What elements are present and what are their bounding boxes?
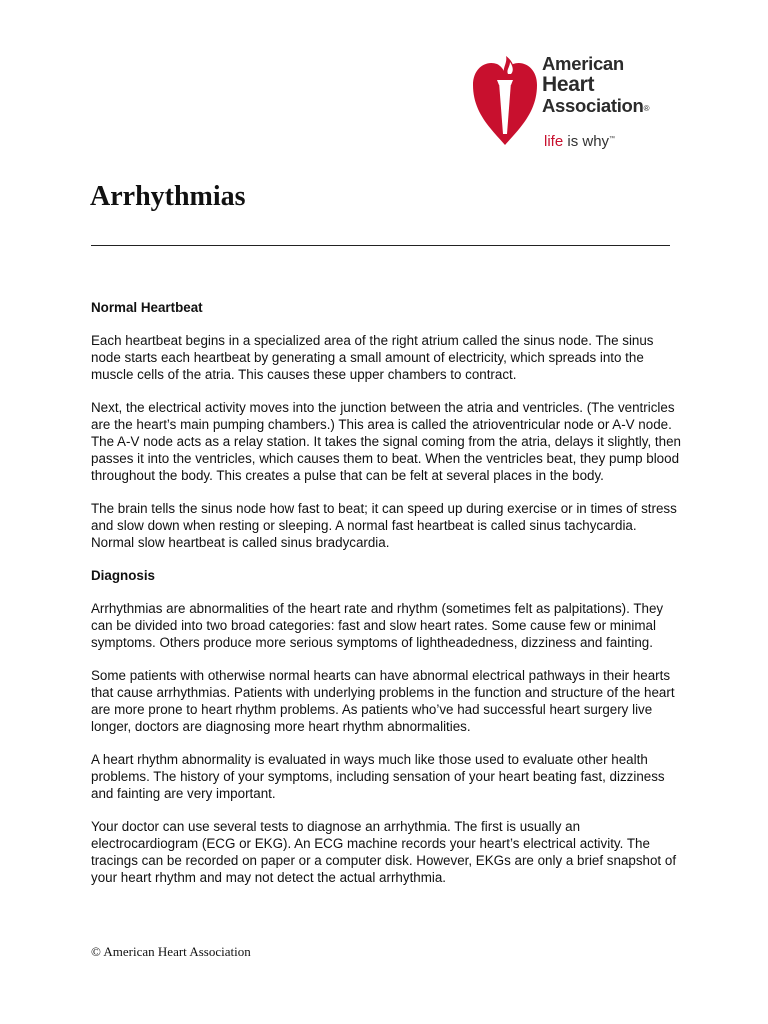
section-heading-normal-heartbeat: Normal Heartbeat	[91, 300, 203, 315]
paragraph-normal-2: Next, the electrical activity moves into the junction between the atria and ventricles. (The ventricles are the heart’s main pumping chambers.) This area is called the atrioventricular node or A-V node. The A-V node acts as a relay station. It takes the signal coming from the atria, delays it slightly, then passes it into the ventricles, which causes them to beat. When the ventricles beat, they pump blood throughout the body. This creates a pulse that can be felt at several places in the body.	[91, 400, 681, 483]
aha-logo	[470, 40, 670, 155]
logo-tagline	[544, 133, 615, 150]
tagline-life: life	[544, 133, 564, 150]
paragraph-diagnosis-4: Your doctor can use several tests to diagnose an arrhythmia. The first is usually an electrocardiogram (ECG or EKG). An ECG machine records your heart’s electrical activity. The tracings can be recorded on paper or a computer disk. However, EKGs are only a brief snapshot of your heart rhythm and may not detect the actual arrhythmia.	[91, 819, 677, 885]
logo-line-american: American	[542, 53, 624, 74]
title-divider	[91, 245, 670, 246]
section-heading-diagnosis: Diagnosis	[91, 568, 155, 583]
paragraph-normal-3: The brain tells the sinus node how fast to beat; it can speed up during exercise or in times of stress and slow down when resting or sleeping. A normal fast heartbeat is called sinus tachycardia. Normal slow heartbeat is called sinus bradycardia.	[91, 501, 677, 550]
paragraph-diagnosis-1: Arrhythmias are abnormalities of the heart rate and rhythm (sometimes felt as palpitations). They can be divided into two broad categories: fast and slow heart rates. Some cause few or minimal symptoms. Others produce more serious symptoms of lightheadedness, dizziness and fainting.	[91, 601, 664, 650]
page-title: Arrhythmias	[90, 181, 246, 212]
trademark-mark: ™	[609, 136, 616, 142]
registered-mark: ®	[643, 104, 650, 113]
document-body	[91, 299, 681, 902]
paragraph-diagnosis-2: Some patients with otherwise normal hearts can have abnormal electrical pathways in their hearts that cause arrhythmias. Patients with underlying problems in the function and structure of the heart are more prone to heart rhythm problems. As patients who’ve had successful heart surgery live longer, doctors are diagnosing more heart rhythm abnormalities.	[91, 668, 675, 734]
paragraph-normal-1: Each heartbeat begins in a specialized area of the right atrium called the sinus node. The sinus node starts each heartbeat by generating a small amount of electricity, which spreads into the muscle cells of the atria. This causes these upper chambers to contract.	[91, 333, 654, 382]
logo-line-association	[542, 96, 649, 119]
logo-association: Association	[542, 95, 644, 116]
paragraph-diagnosis-3: A heart rhythm abnormality is evaluated in ways much like those used to evaluate other health problems. The history of your symptoms, including sensation of your heart beating fast, dizziness and fainting are very important.	[91, 752, 665, 801]
copyright-footer: © American Heart Association	[91, 944, 251, 959]
tagline-rest: is why	[563, 133, 610, 150]
logo-line-heart: Heart	[542, 73, 595, 96]
logo-wordmark	[542, 54, 649, 119]
heart-torch-icon	[470, 40, 540, 150]
